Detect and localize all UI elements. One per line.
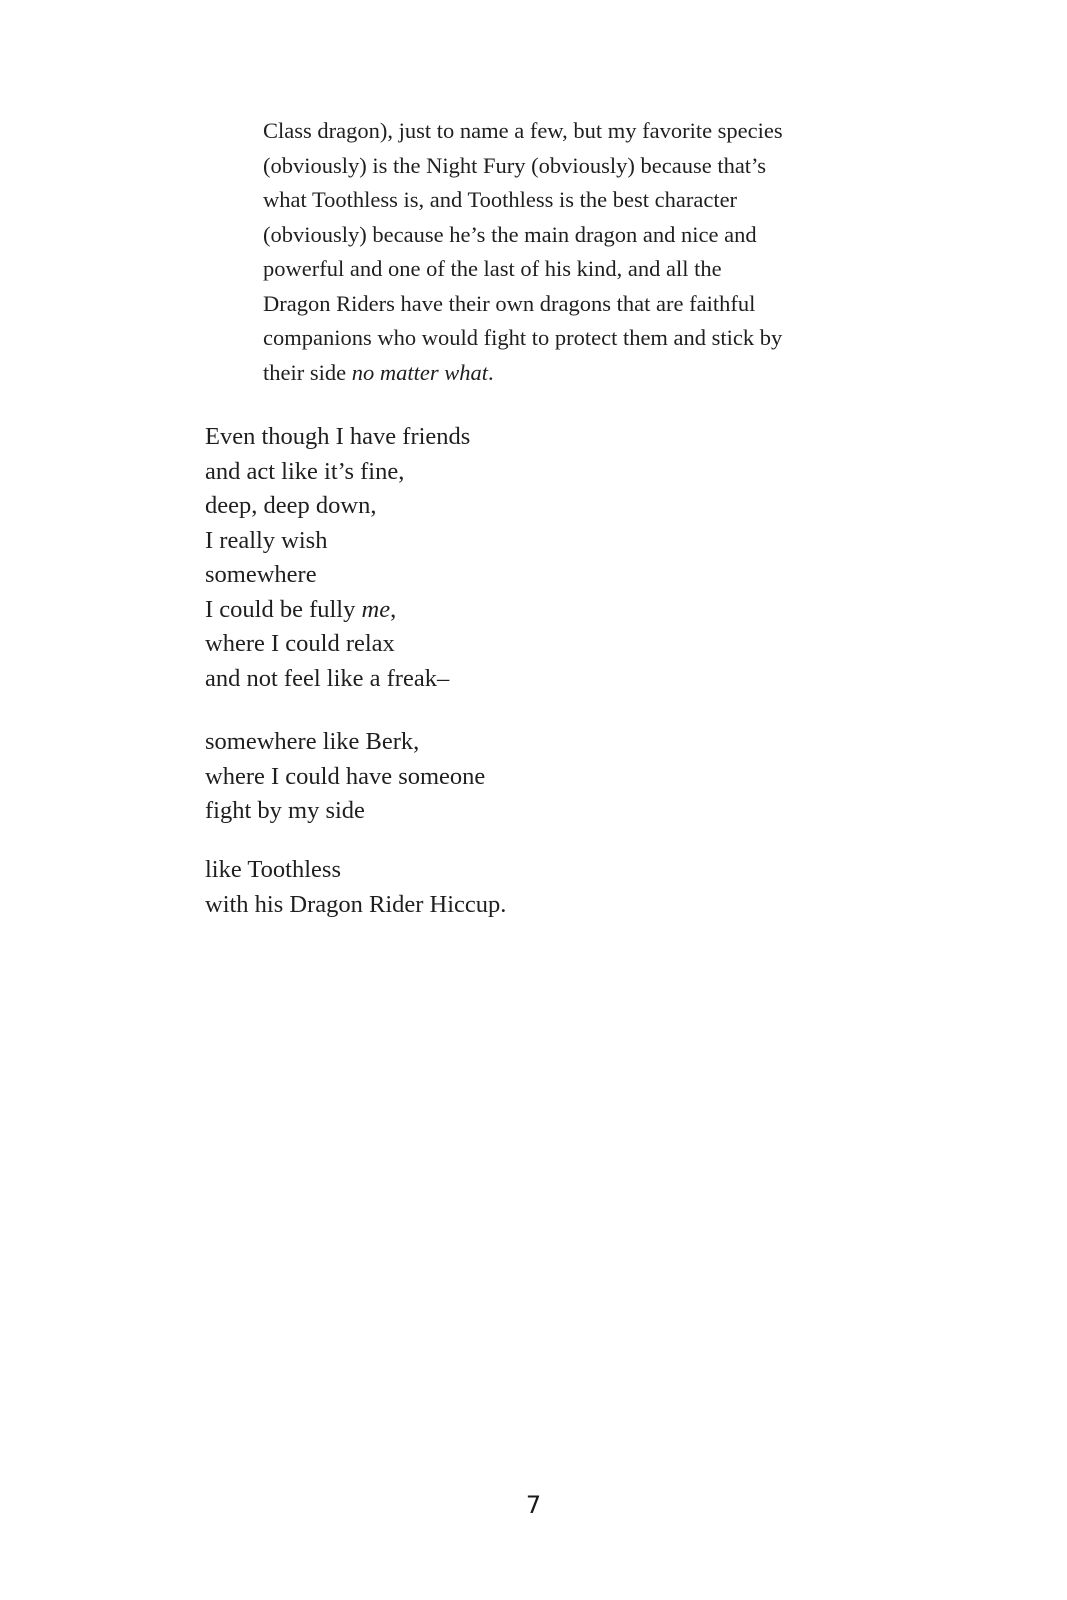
verse-line: and not feel like a freak– <box>205 664 450 692</box>
emphasis-text: no matter what <box>351 359 488 385</box>
verse-line-with-emphasis <box>205 593 470 628</box>
block-quote-last-line <box>263 356 903 391</box>
poem-stanza-3 <box>205 853 506 922</box>
block-quote <box>263 114 903 390</box>
verse-line: and act like it’s fine, <box>205 457 405 485</box>
page-number: 7 <box>525 1491 542 1519</box>
verse-line: where I could relax <box>205 630 395 657</box>
verse-line: somewhere like Berk, <box>205 728 420 755</box>
verse-line: with his Dragon Rider Hiccup. <box>205 890 507 918</box>
block-quote-line: (obviously) because he’s the main dragon and nice and <box>263 221 757 247</box>
block-quote-last-line-punctuation: . <box>488 359 494 385</box>
emphasis-text: me <box>361 595 391 623</box>
verse-line: where I could have someone <box>205 762 486 790</box>
verse-line: somewhere <box>205 561 317 588</box>
verse-text: I could be fully <box>205 595 362 623</box>
verse-punctuation: , <box>390 595 397 623</box>
verse-line: deep, deep down, <box>205 492 377 519</box>
block-quote-line: companions who would fight to protect them and stick by <box>263 325 783 350</box>
verse-line: like Toothless <box>205 856 341 883</box>
verse-line: Even though I have friends <box>205 423 471 450</box>
block-quote-line: Dragon Riders have their own dragons that are faithful <box>263 290 756 316</box>
verse-line: fight by my side <box>205 797 365 824</box>
poem-stanza-2 <box>205 725 485 829</box>
block-quote-line: powerful and one of the last of his kind, and all the <box>263 256 722 281</box>
block-quote-line: (obviously) is the Night Fury (obviously) because that’s <box>263 152 767 178</box>
block-quote-line: Class dragon), just to name a few, but my favorite species <box>263 118 783 143</box>
block-quote-line: what Toothless is, and Toothless is the best character <box>263 187 738 212</box>
verse-line: I really wish <box>205 526 328 554</box>
block-quote-last-line-text: their side <box>263 359 352 385</box>
poem-stanza-1 <box>205 420 470 696</box>
